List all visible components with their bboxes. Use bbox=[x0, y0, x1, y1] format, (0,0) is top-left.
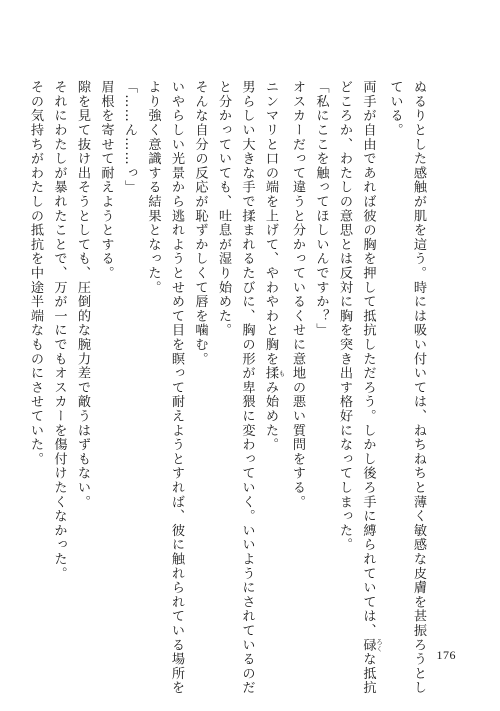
text-line-7-part-a: ニンマリと口の端を上げて、やわやわと胸を bbox=[263, 80, 278, 366]
text-line-12: より強く意識する結果となった。 bbox=[145, 80, 161, 295]
text-line-5: 「私にここを触ってほしいんですか？」 bbox=[313, 80, 329, 338]
text-line-7 bbox=[259, 80, 286, 640]
ruby-roku: 碌 ろく bbox=[360, 637, 383, 653]
text-line-2: ている。 bbox=[387, 80, 403, 138]
text-line-13: 「……ん……っ」 bbox=[122, 80, 137, 195]
text-line-8: 男らしい大きな手で揉まれるたびに、胸の形が卑猥に変わっていく。いいようにされているのだ bbox=[239, 80, 255, 695]
text-line-3-part-a: 両手が自由であれば彼の胸を押して抵抗しただろう。しかし後ろ手に縛られていては、 bbox=[360, 80, 376, 638]
text-line-14: 眉根を寄せて耐えようとする。 bbox=[98, 80, 114, 281]
text-line-15: 隙を見て抜け出そうとしても、圧倒的な腕力差で敵うはずもない。 bbox=[75, 80, 90, 509]
page-number: 176 bbox=[436, 648, 456, 662]
text-line-3-part-b: な抵抗 bbox=[360, 652, 376, 695]
text-line-11: いやらしい光景から逃れようとせめて目を瞑って耐えようとすれば、彼に触れられている場所を bbox=[169, 80, 184, 695]
ruby-mo: 揉 も bbox=[263, 366, 286, 381]
text-line-6: オスカーだって違うと分かっているくせに意地の悪い質問をする。 bbox=[290, 80, 305, 509]
text-line-7-part-b: み始めた。 bbox=[263, 380, 278, 452]
text-line-16: それにわたしが暴れたことで、万が一にでもオスカーを傷付けたくなかった。 bbox=[51, 80, 67, 581]
text-line-1: ぬるりとした感触が肌を這う。時には吸い付いては、ねちねちと薄く敏感な皮膚を甚振ろうとし bbox=[411, 80, 426, 695]
text-line-3 bbox=[356, 80, 383, 695]
text-line-9: と分かっていても、吐息が湿り始めた。 bbox=[216, 80, 231, 338]
text-line-4: どころか、わたしの意思とは反対に胸を突き出す格好になってしまった。 bbox=[337, 80, 352, 552]
vertical-text-body bbox=[24, 80, 431, 695]
text-line-17: その気持ちがわたしの抵抗を中途半端なものにさせていた。 bbox=[28, 80, 43, 467]
text-line-10: そんな自分の反応が恥ずかしくて唇を噛む。 bbox=[192, 80, 208, 366]
